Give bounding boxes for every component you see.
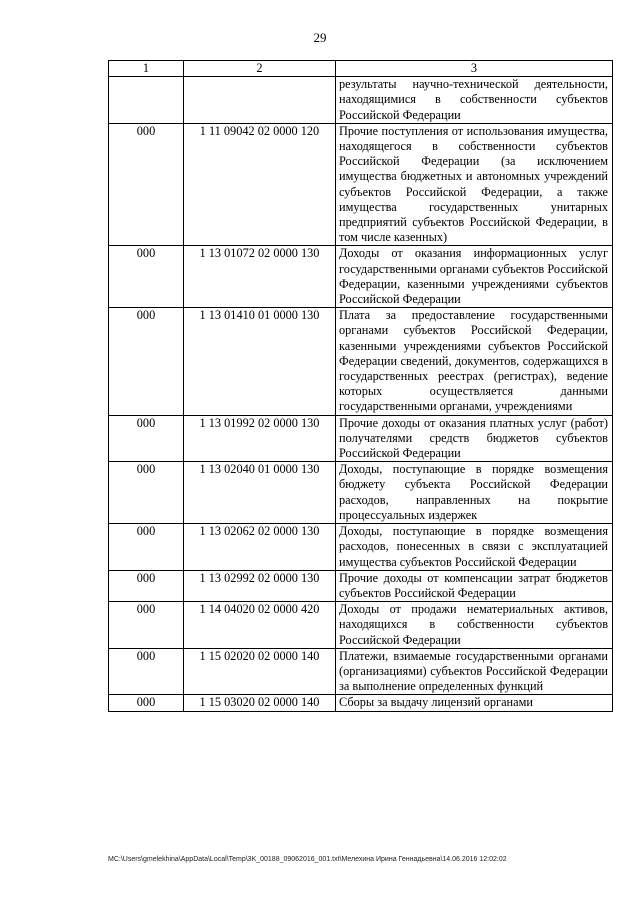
revenue-code-cell: 1 15 03020 02 0000 140 [184,695,336,711]
table-row [109,462,613,524]
revenue-description-cell: Доходы от продажи нематериальных активов, находящихся в собственности субъектов Российской Федерации [336,602,613,649]
admin-code-cell: 000 [109,602,184,649]
table-row [109,695,613,711]
revenue-description-cell: Сборы за выдачу лицензий органами [336,695,613,711]
table-row [109,524,613,571]
column-header-3: 3 [336,61,613,77]
file-path-footer: МС:\Users\gmelekhina\AppData\Local\Temp\3K_00188_09062016_001.txt\Мелехина Ирина Геннадьевна\14.06.2016 12:02:02 [108,856,507,863]
table-row [109,415,613,462]
table-row [109,308,613,415]
revenue-code-cell: 1 13 02992 02 0000 130 [184,570,336,601]
revenue-code-cell: 1 15 02020 02 0000 140 [184,648,336,695]
revenue-description-cell: Плата за предоставление государственными органами субъектов Российской Федерации, казенными учреждениями субъектов Российской Федерации сведений, документов, содержащихся в государственных реестрах (регистрах), ведение которых осуществляется данными государственными органами, учреждениями [336,308,613,415]
admin-code-cell: 000 [109,570,184,601]
revenue-code-table [108,60,613,712]
revenue-description-cell: Прочие доходы от компенсации затрат бюджетов субъектов Российской Федерации [336,570,613,601]
revenue-code-cell: 1 13 01410 01 0000 130 [184,308,336,415]
table-header-row [109,61,613,77]
table-row [109,648,613,695]
admin-code-cell: 000 [109,246,184,308]
revenue-description-cell: Доходы от оказания информационных услуг государственными органами субъектов Российской Федерации, казенными учреждениями субъектов Российской Федерации [336,246,613,308]
table-row [109,123,613,246]
admin-code-cell: 000 [109,524,184,571]
revenue-code-cell: 1 13 01992 02 0000 130 [184,415,336,462]
admin-code-cell [109,77,184,124]
admin-code-cell: 000 [109,462,184,524]
page-number: 29 [313,30,327,45]
revenue-code-cell: 1 13 01072 02 0000 130 [184,246,336,308]
revenue-description-cell: Платежи, взимаемые государственными органами (организациями) субъектов Российской Федерации за выполнение определенных функций [336,648,613,695]
table-row [109,570,613,601]
revenue-code-cell: 1 13 02040 01 0000 130 [184,462,336,524]
revenue-code-cell: 1 11 09042 02 0000 120 [184,123,336,246]
revenue-description-cell: Доходы, поступающие в порядке возмещения бюджету субъекта Российской Федерации расходов, направленных на покрытие процессуальных издержек [336,462,613,524]
revenue-description-cell: Доходы, поступающие в порядке возмещения расходов, понесенных в связи с эксплуатацией имущества субъектов Российской Федерации [336,524,613,571]
table-row [109,246,613,308]
revenue-description-cell: Прочие доходы от оказания платных услуг (работ) получателями средств бюджетов субъектов Российской Федерации [336,415,613,462]
revenue-code-cell [184,77,336,124]
admin-code-cell: 000 [109,648,184,695]
revenue-code-cell: 1 14 04020 02 0000 420 [184,602,336,649]
admin-code-cell: 000 [109,695,184,711]
admin-code-cell: 000 [109,308,184,415]
revenue-code-cell: 1 13 02062 02 0000 130 [184,524,336,571]
admin-code-cell: 000 [109,415,184,462]
column-header-2: 2 [184,61,336,77]
revenue-description-cell: результаты научно-технической деятельности, находящимися в собственности субъектов Российской Федерации [336,77,613,124]
admin-code-cell: 000 [109,123,184,246]
column-header-1: 1 [109,61,184,77]
table-row [109,602,613,649]
table-row [109,77,613,124]
revenue-description-cell: Прочие поступления от использования имущества, находящегося в собственности субъектов Российской Федерации (за исключением имущества бюджетных и автономных учреждений субъектов Российской Федерации, а также имущества государственных унитарных предприятий субъектов Российской Федерации, в том числе казенных) [336,123,613,246]
